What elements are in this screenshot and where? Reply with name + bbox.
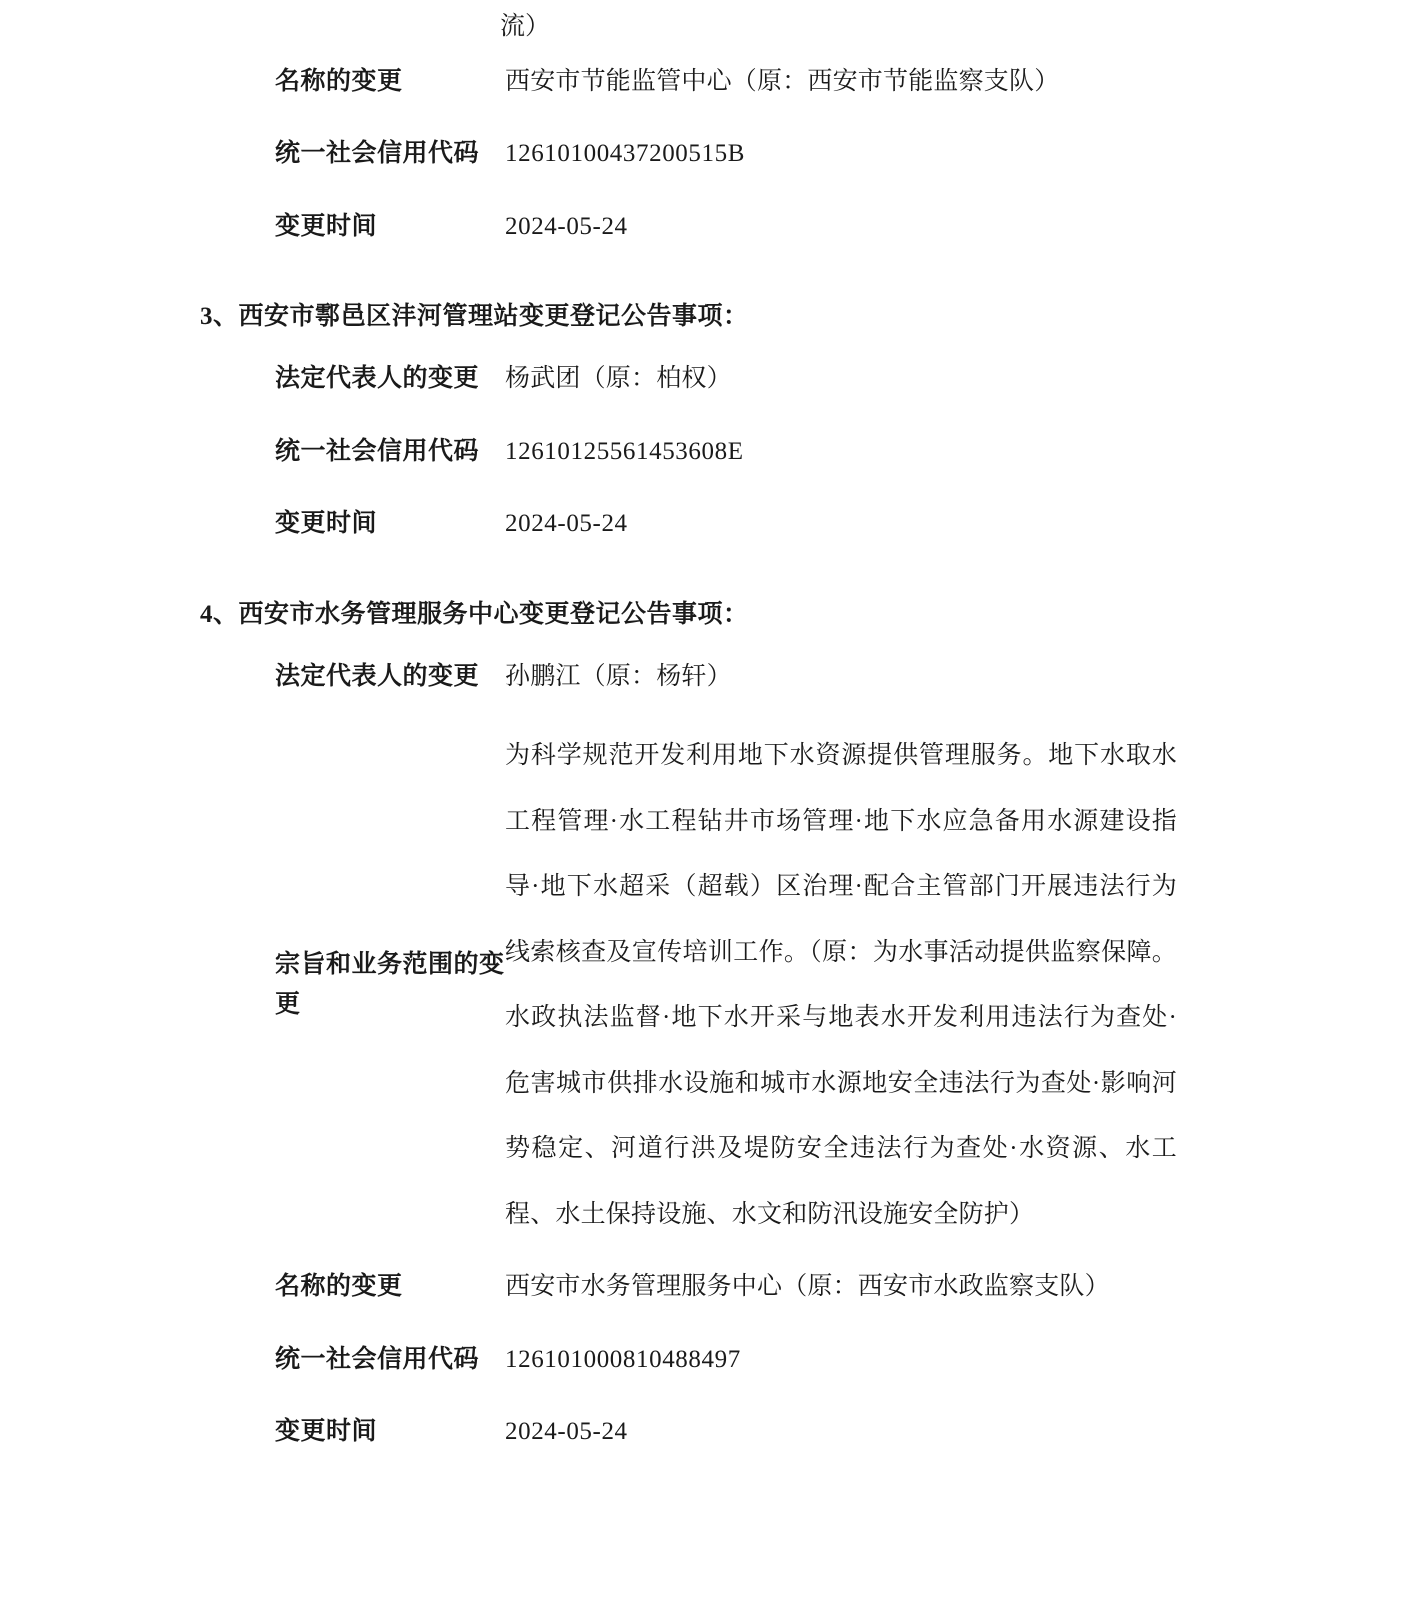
row-value: 2024-05-24 <box>505 510 628 537</box>
row-value: 126101000810488497 <box>505 1345 741 1373</box>
row-value: 为科学规范开发利用地下水资源提供管理服务。地下水取水工程管理·水工程钻井市场管理·地下水应急备用水源建设指导·地下水超采（超载）区治理·配合主管部门开展违法行为线索核查及宣传培训工作。（原：为水事活动提供监察保障。水政执法监督·地下水开采与地表水开发利用违法行为查处·危害城市供排水设施和城市水源地安全违法行为查处·影响河势稳定、河道行洪及堤防安全违法行为查处·水资源、水工程、水土保持设施、水文和防汛设施安全防护） <box>505 742 1177 1228</box>
table-row <box>0 46 1405 119</box>
row-value: 2024-05-24 <box>505 1418 628 1445</box>
row-label: 统一社会信用代码 <box>275 1345 480 1373</box>
row-value: 孙鹏江（原：杨轩） <box>505 662 732 690</box>
row-label: 变更时间 <box>275 1418 378 1445</box>
row-value: 西安市节能监管中心（原：西安市节能监察支队） <box>505 67 1060 95</box>
continued-text: 流） <box>500 13 551 40</box>
section-rows-0 <box>0 46 1405 264</box>
table-row <box>0 1324 1405 1397</box>
row-label: 名称的变更 <box>275 1273 403 1300</box>
table-row <box>0 713 1405 1251</box>
section-rows-2 <box>0 641 1405 1469</box>
section-rows-1 <box>0 343 1405 561</box>
table-row <box>0 1251 1405 1324</box>
row-value: 杨武团（原：柏权） <box>505 365 732 392</box>
table-row <box>0 343 1405 416</box>
row-label: 名称的变更 <box>275 67 403 95</box>
table-row <box>0 191 1405 264</box>
row-label: 统一社会信用代码 <box>275 140 480 167</box>
section-heading-4: 4、西安市水务管理服务中心变更登记公告事项： <box>200 600 749 628</box>
row-label: 变更时间 <box>275 212 378 240</box>
table-row <box>0 416 1405 489</box>
table-row <box>0 118 1405 191</box>
row-label: 法定代表人的变更 <box>275 662 480 690</box>
row-label: 统一社会信用代码 <box>275 437 480 465</box>
row-label: 变更时间 <box>275 510 378 537</box>
row-label: 法定代表人的变更 <box>275 365 480 392</box>
table-row <box>0 1396 1405 1469</box>
section-heading-3: 3、西安市鄠邑区沣河管理站变更登记公告事项： <box>200 303 749 330</box>
row-value: 12610100437200515B <box>505 140 745 167</box>
row-value: 西安市水务管理服务中心（原：西安市水政监察支队） <box>505 1273 1110 1300</box>
table-row <box>0 641 1405 714</box>
row-label: 宗旨和业务范围的变更 <box>275 950 505 1018</box>
row-value: 12610125561453608E <box>505 437 744 465</box>
row-value: 2024-05-24 <box>505 212 628 240</box>
table-row <box>0 488 1405 561</box>
